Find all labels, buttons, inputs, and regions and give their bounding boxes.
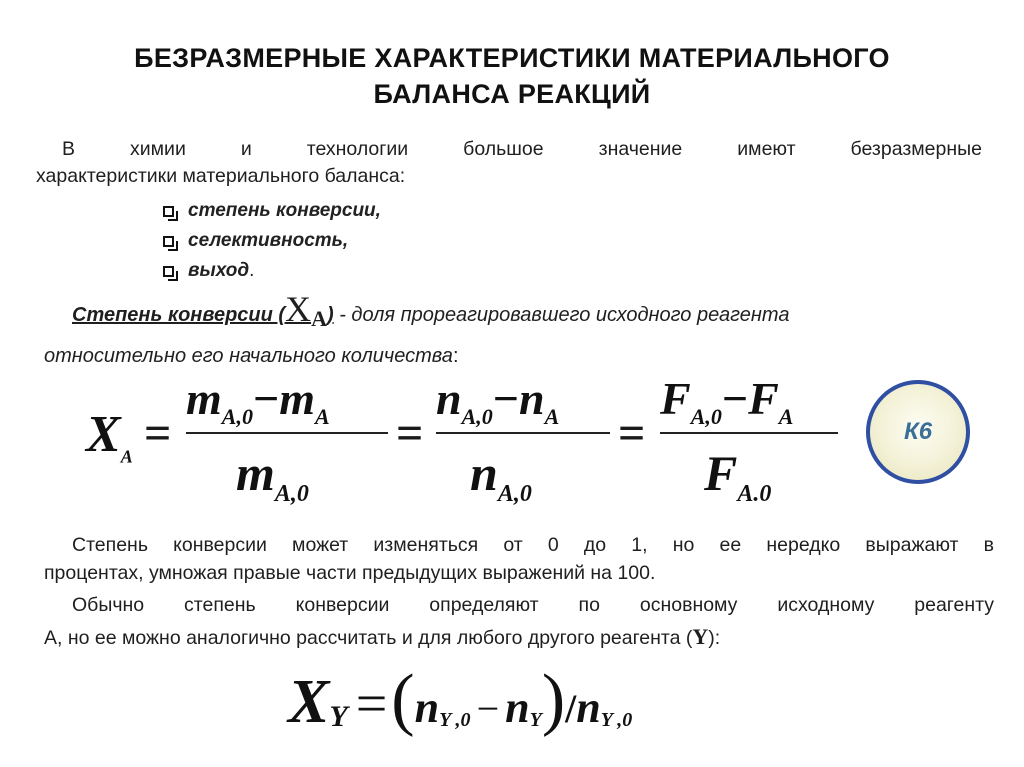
fraction-m-denominator: $m_{A,0}$: [236, 445, 309, 507]
checkbox-bullet-icon: [163, 266, 174, 277]
definition-term: Степень конверсии $(X_A)$: [72, 289, 334, 331]
fraction-bar: [436, 432, 610, 434]
definition-line-2: относительно его начального количества:: [44, 345, 459, 367]
list-item: селективность,: [163, 226, 381, 256]
fraction-n-numerator: $n_{A,0}-n_A$: [436, 373, 560, 430]
formula-lhs: $X_A$: [86, 406, 133, 467]
checkbox-bullet-icon: [163, 206, 174, 217]
para2-line-2: процентах, умножая правые части предыдущих выражений на 100.: [44, 562, 656, 584]
list-item: выход .: [163, 256, 381, 286]
para3-line-1: Обычно степень конверсии определяют по основному исходному реагенту: [72, 594, 994, 616]
equals-sign: =: [618, 407, 646, 460]
equals-sign: =: [144, 407, 172, 460]
title-line-1: БЕЗРАЗМЕРНЫЕ ХАРАКТЕРИСТИКИ МАТЕРИАЛЬНОГО: [134, 43, 890, 73]
bullet-list: [163, 196, 381, 286]
fraction-f-denominator: $F_{A.0}$: [704, 445, 772, 507]
para3-line-2: А, но ее можно аналогично рассчитать и для любого другого реагента (Y):: [44, 624, 721, 649]
checkbox-bullet-icon: [163, 236, 174, 247]
formula-xy: $X_Y =(n_{Y ,0} - n_Y)/n_{Y ,0}$: [288, 661, 633, 738]
fraction-bar: [186, 432, 388, 434]
intro-line-2: характеристики материального баланса:: [36, 165, 406, 187]
k6-badge[interactable]: К6: [866, 380, 970, 484]
fraction-f-numerator: $F_{A,0}-F_A$: [660, 373, 794, 430]
para2-line-1: Степень конверсии может изменяться от 0 до 1, но ее нередко выражают в: [72, 534, 994, 556]
equals-sign: =: [396, 407, 424, 460]
list-item: степень конверсии,: [163, 196, 381, 226]
fraction-bar: [660, 432, 838, 434]
intro-line-1: В химии и технологии большое значение имеют безразмерные: [62, 138, 982, 160]
definition-line-1: Степень конверсии $(X_A)$ - доля прореагировавшего исходного реагента: [72, 289, 790, 331]
fraction-n-denominator: $n_{A,0}$: [470, 445, 532, 507]
slide-title: [40, 40, 984, 112]
fraction-m-numerator: $m_{A,0}-m_A$: [186, 373, 330, 430]
title-line-2: БАЛАНСА РЕАКЦИЙ: [373, 79, 651, 109]
